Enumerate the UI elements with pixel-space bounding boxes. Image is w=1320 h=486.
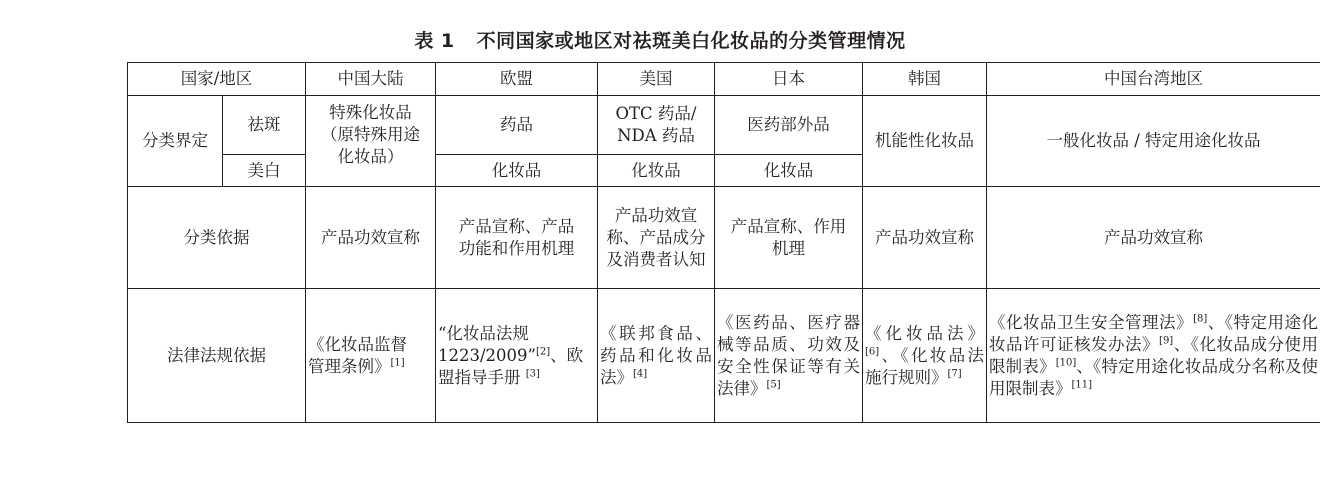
sub-freckle: 祛斑 <box>223 96 306 155</box>
taiwan-law <box>987 289 1320 423</box>
china-law-line1: 《化妆品监督 <box>308 334 407 354</box>
taiwan-law-ref11: [11] <box>1071 379 1093 390</box>
korea-classification: 机能性化妆品 <box>863 96 987 187</box>
japan-basis-line1: 产品宣称、作用 <box>730 216 847 236</box>
japan-law-text: 《医药品、医疗器械等品质、功效及安全性保证等有关法律》 <box>717 312 860 398</box>
us-freckle <box>598 96 715 155</box>
eu-law-line2-tail: 、欧 <box>550 345 584 365</box>
china-law-line2 <box>308 356 433 378</box>
header-korea: 韩国 <box>863 63 987 96</box>
taiwan-law-t3: 、《化妆品成分使用限制表》 <box>989 334 1319 376</box>
eu-law <box>436 289 598 423</box>
classification-label: 分类界定 <box>128 96 223 187</box>
basis-label: 分类依据 <box>128 187 306 289</box>
law-row <box>128 289 1320 423</box>
header-us: 美国 <box>598 63 715 96</box>
taiwan-basis: 产品功效宣称 <box>987 187 1320 289</box>
china-law <box>306 289 436 423</box>
sub-whitening: 美白 <box>223 155 306 187</box>
eu-basis-line1: 产品宣称、产品 <box>458 216 575 236</box>
basis-row <box>128 187 1320 289</box>
taiwan-classification: 一般化妆品 / 特定用途化妆品 <box>987 96 1320 187</box>
eu-whitening: 化妆品 <box>436 155 598 187</box>
us-freckle-line2: NDA 药品 <box>617 126 695 145</box>
japan-law-ref: [5] <box>766 379 781 390</box>
japan-basis <box>715 187 863 289</box>
us-law-ref: [4] <box>633 368 648 379</box>
eu-freckle: 药品 <box>436 96 598 155</box>
us-whitening: 化妆品 <box>598 155 715 187</box>
header-row <box>128 63 1320 96</box>
china-law-line2-text: 管理条例》 <box>308 356 391 376</box>
us-basis-line2: 称、产品成分 <box>606 227 706 247</box>
caption-title: 不同国家或地区对祛斑美白化妆品的分类管理情况 <box>476 30 906 52</box>
taiwan-law-t4: 、《特定用途化妆品成分名称及使用限制表》 <box>989 356 1319 398</box>
us-law <box>598 289 715 423</box>
korea-law-text1: 《化妆品法》 <box>865 323 984 343</box>
taiwan-law-t1: 《化妆品卫生安全管理法》 <box>989 312 1194 332</box>
header-eu: 欧盟 <box>436 63 598 96</box>
japan-freckle: 医药部外品 <box>715 96 863 155</box>
china-classification-line2: （原特殊用途 <box>321 125 420 144</box>
caption-number: 表 1 <box>414 30 455 52</box>
japan-whitening: 化妆品 <box>715 155 863 187</box>
eu-basis <box>436 187 598 289</box>
header-china: 中国大陆 <box>306 63 436 96</box>
classification-row-freckle <box>128 96 1320 155</box>
japan-basis-line2: 机理 <box>772 238 805 258</box>
eu-law-line3-text: 盟指导手册 <box>438 367 521 387</box>
korea-basis: 产品功效宣称 <box>863 187 987 289</box>
korea-law <box>863 289 987 423</box>
header-japan: 日本 <box>715 63 863 96</box>
china-classification-line3: 化妆品） <box>337 147 404 166</box>
taiwan-law-t2: 、《特定用途化妆品许可证核发办法》 <box>989 312 1319 354</box>
eu-law-line2-text: 1223/2009” <box>438 345 536 365</box>
header-taiwan: 中国台湾地区 <box>987 63 1320 96</box>
china-basis: 产品功效宣称 <box>306 187 436 289</box>
china-law-ref: [1] <box>390 357 405 368</box>
eu-law-line3 <box>438 367 595 389</box>
us-freckle-line1: OTC 药品/ <box>615 104 697 123</box>
us-basis <box>598 187 715 289</box>
eu-law-line2 <box>438 345 595 367</box>
china-classification-line1: 特殊化妆品 <box>329 103 412 122</box>
korea-law-ref7: [7] <box>947 368 962 379</box>
taiwan-law-ref10: [10] <box>1055 357 1077 368</box>
eu-law-ref3: [3] <box>525 368 540 379</box>
law-label: 法律法规依据 <box>128 289 306 423</box>
table-caption <box>0 30 1320 52</box>
us-law-text: 《联邦食品、药品和化妆品法》 <box>600 323 712 387</box>
korea-law-ref6: [6] <box>865 346 880 357</box>
header-region: 国家/地区 <box>128 63 306 96</box>
classification-table <box>127 62 1320 423</box>
eu-basis-line2: 功能和作用机理 <box>458 238 575 258</box>
korea-law-text2: 、《化妆品法施行规则》 <box>865 345 984 387</box>
japan-law <box>715 289 863 423</box>
eu-law-line1: “化妆品法规 <box>438 323 529 343</box>
china-classification <box>306 96 436 187</box>
taiwan-law-ref9: [9] <box>1159 335 1174 346</box>
taiwan-law-ref8: [8] <box>1193 313 1208 324</box>
eu-law-ref2: [2] <box>535 346 551 357</box>
us-basis-line1: 产品功效宣 <box>614 205 698 225</box>
us-basis-line3: 及消费者认知 <box>606 249 706 269</box>
